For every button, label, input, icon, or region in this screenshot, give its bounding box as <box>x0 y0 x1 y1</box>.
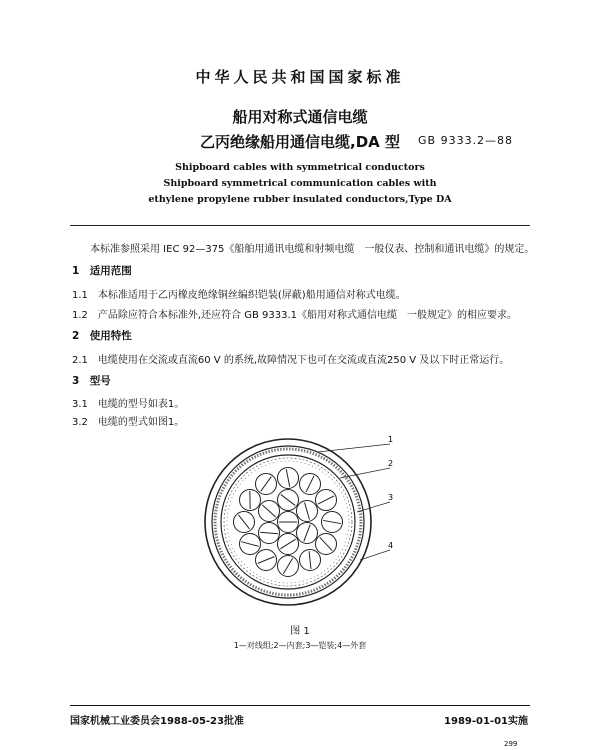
page-number: 299 <box>504 740 518 748</box>
figure-caption: 图 1 <box>290 626 310 637</box>
callout-4: 4 <box>388 541 394 550</box>
section-1-heading: 1 适用范围 <box>72 265 132 277</box>
english-title-line-3: ethylene propylene rubber insulated conductors,Type DA <box>148 194 452 205</box>
clause-1-2: 1.2 产品除应符合本标准外,还应符合 GB 9333.1《船用对称式通信电缆 一般规定》的相应要求。 <box>72 310 518 321</box>
national-standard-heading: 中华人民共和国国家标准 <box>195 68 405 86</box>
approval-line: 国家机械工业委员会1988-05-23批准 <box>70 716 244 727</box>
clause-3-2: 3.2 电缆的型式如图1。 <box>72 417 185 428</box>
figure-legend: 1—对线组;2—内套;3—铠装;4—外套 <box>233 641 367 650</box>
header-divider <box>70 225 530 226</box>
standard-number: GB 9333.2—88 <box>418 134 514 147</box>
cable-cross-section-figure <box>200 430 410 615</box>
section-3-heading: 3 型号 <box>72 375 111 387</box>
english-title-line-1: Shipboard cables with symmetrical conductors <box>175 162 425 173</box>
footer-divider <box>70 705 530 706</box>
clause-1-1: 1.1 本标准适用于乙丙橡皮绝缘铜丝编织铠装(屏蔽)船用通信对称式电缆。 <box>72 290 406 301</box>
callout-1: 1 <box>388 435 394 444</box>
title-line-2: 乙丙绝缘船用通信电缆,DA 型 <box>200 133 400 151</box>
effective-date: 1989-01-01实施 <box>444 716 528 727</box>
title-line-1: 船用对称式通信电缆 <box>232 108 368 126</box>
intro-paragraph: 本标准参照采用 IEC 92—375《船舶用通讯电缆和射频电缆 一般仪表、控制和通讯电缆》的规定。 <box>90 244 535 255</box>
clause-2-1: 2.1 电缆使用在交流或直流60 V 的系统,故障情况下也可在交流或直流250 V 及以下时正常运行。 <box>72 355 510 366</box>
clause-3-1: 3.1 电缆的型号如表1。 <box>72 399 185 410</box>
english-title-line-2: Shipboard symmetrical communication cables with <box>163 178 437 189</box>
callout-3: 3 <box>388 493 394 502</box>
section-2-heading: 2 使用特性 <box>72 330 132 342</box>
callout-2: 2 <box>388 459 394 468</box>
